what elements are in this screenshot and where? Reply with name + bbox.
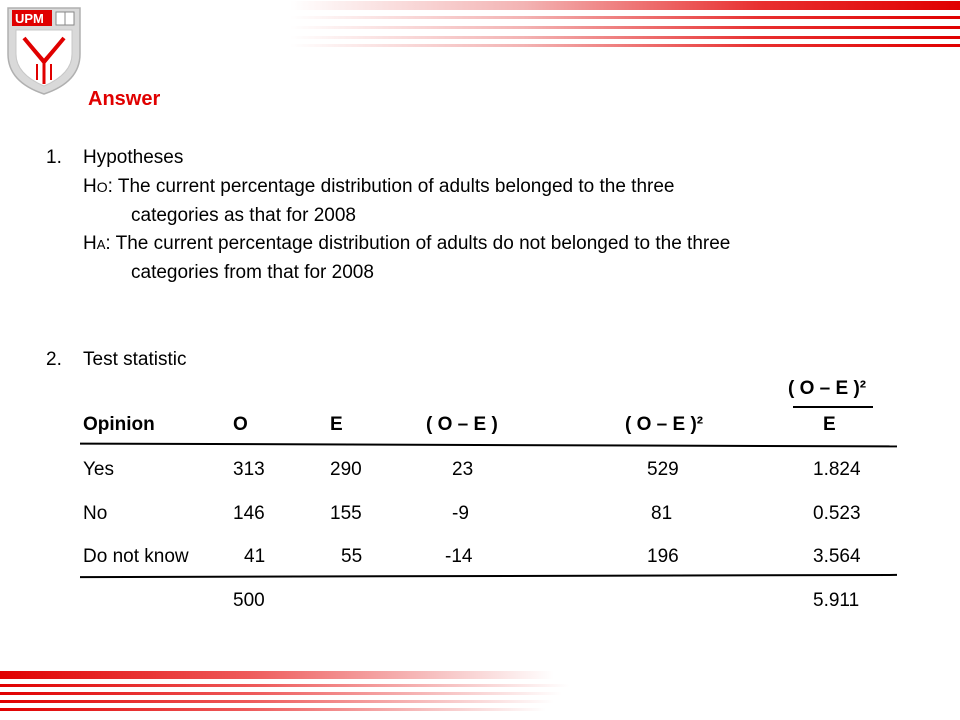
row-dnk-diff-squared: 196 xyxy=(647,546,679,567)
row-no-chi: 0.523 xyxy=(813,503,861,524)
ha-subscript: A xyxy=(96,237,106,252)
row-yes-diff: 23 xyxy=(452,459,474,480)
section2-heading: Test statistic xyxy=(83,349,187,370)
header-o-minus-e: ( O – E ) xyxy=(426,414,498,435)
row-yes-e: 290 xyxy=(330,459,362,480)
row-yes-o: 313 xyxy=(233,459,265,480)
row-no-opinion: No xyxy=(83,503,108,524)
upm-logo xyxy=(4,4,84,96)
ha-text: : The current percentage distribution of adults do not belonged to the three xyxy=(105,233,731,254)
h0-hypothesis-line2: categories as that for 2008 xyxy=(131,205,356,226)
row-no-diff-squared: 81 xyxy=(651,503,673,524)
total-chi-square: 5.911 xyxy=(813,590,860,611)
section2-number: 2. xyxy=(46,349,62,370)
h0-text: : The current percentage distribution of adults belonged to the three xyxy=(107,176,675,197)
h0-label: H xyxy=(83,176,97,197)
row-no-diff: -9 xyxy=(452,503,469,524)
fraction-numerator: ( O – E )² xyxy=(788,378,867,399)
ha-hypothesis-line1 xyxy=(83,233,730,255)
logo-text: UPM xyxy=(15,11,44,26)
h0-subscript: O xyxy=(96,179,108,195)
section1-number: 1. xyxy=(46,147,62,168)
header-e: E xyxy=(330,414,343,435)
header-o: O xyxy=(233,414,248,435)
header-o-minus-e-squared: ( O – E )² xyxy=(625,414,704,435)
row-dnk-diff: -14 xyxy=(445,546,473,567)
answer-title: Answer xyxy=(88,88,161,110)
row-dnk-opinion: Do not know xyxy=(83,546,189,567)
ha-hypothesis-line2: categories from that for 2008 xyxy=(131,262,374,283)
row-dnk-chi: 3.564 xyxy=(813,546,861,567)
row-yes-opinion: Yes xyxy=(83,459,114,480)
row-no-e: 155 xyxy=(330,503,362,524)
total-o: 500 xyxy=(233,590,265,611)
h0-hypothesis-line1 xyxy=(83,176,674,198)
header-rule xyxy=(80,443,897,448)
row-dnk-e: 55 xyxy=(341,546,363,567)
fraction-bar xyxy=(793,406,873,408)
row-yes-diff-squared: 529 xyxy=(647,459,679,480)
header-opinion: Opinion xyxy=(83,414,155,435)
total-rule xyxy=(80,574,897,578)
row-no-o: 146 xyxy=(233,503,265,524)
ha-label: H xyxy=(83,233,97,254)
row-yes-chi: 1.824 xyxy=(813,459,861,480)
section1-heading: Hypotheses xyxy=(83,147,184,168)
header-chi-denominator: E xyxy=(823,414,836,435)
row-dnk-o: 41 xyxy=(244,546,266,567)
